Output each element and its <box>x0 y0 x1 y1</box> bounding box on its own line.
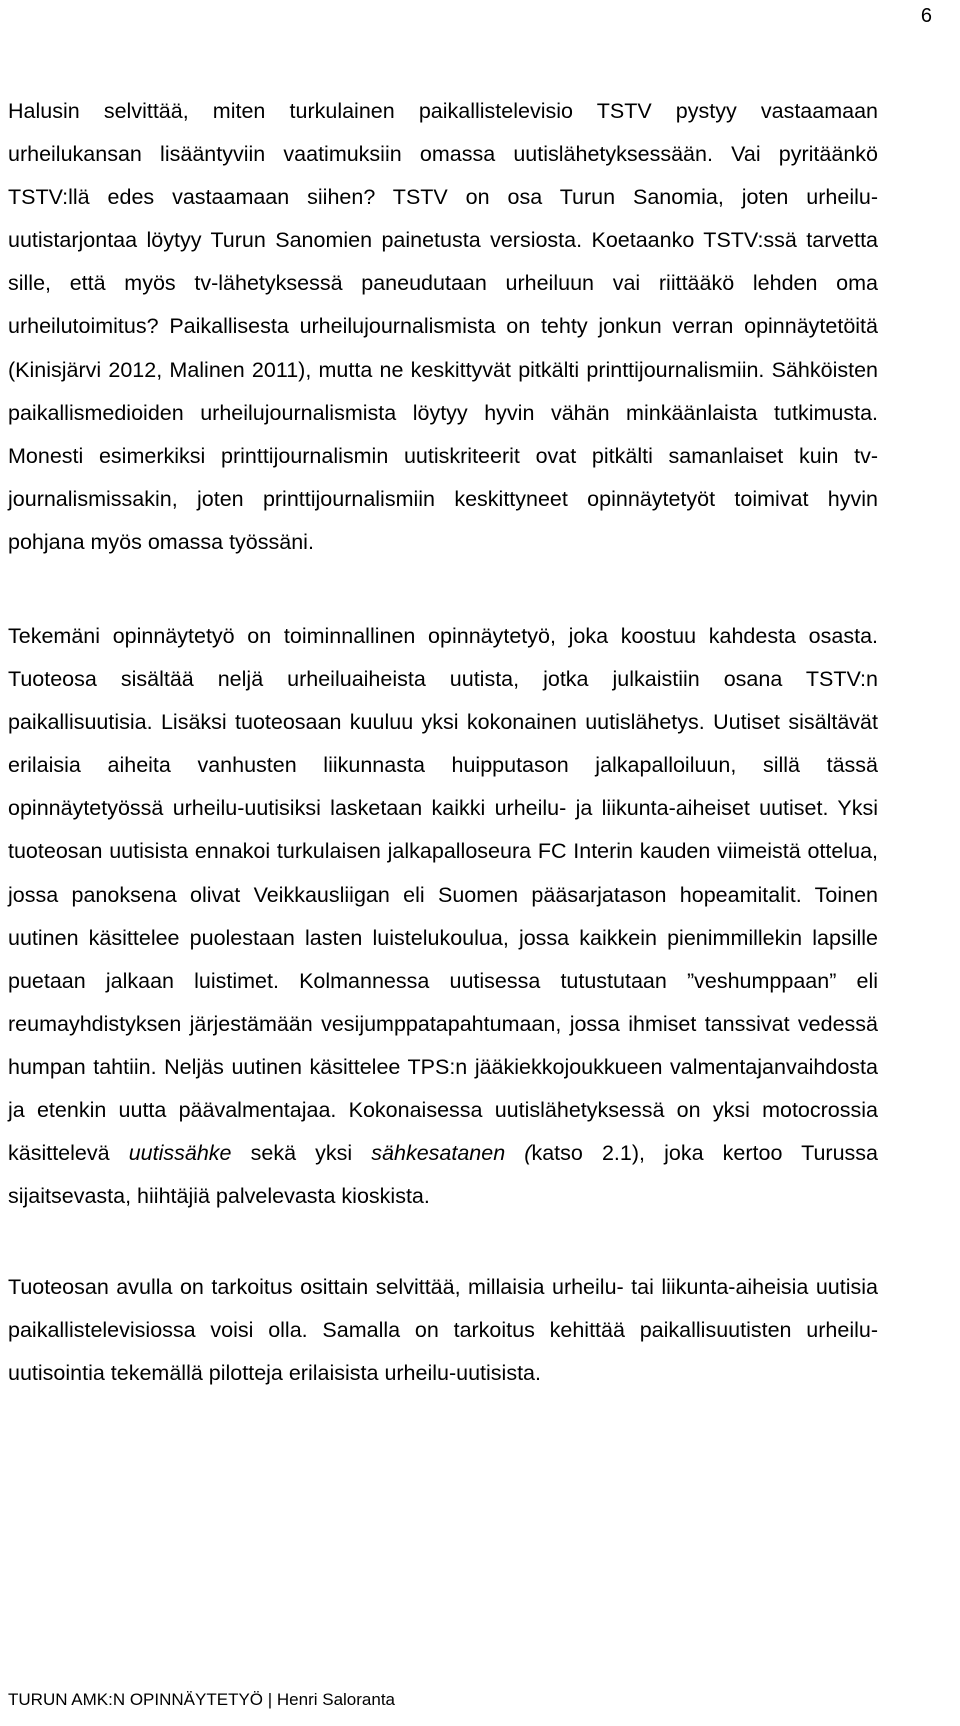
paragraph-text: Tekemäni opinnäytetyö on toiminnallinen opinnäytetyö, joka koostuu kahdesta osasta. Tuoteosa sisältää neljä urheiluaiheista uutista, jotka julkaistiin osana TSTV:n paikallisuutisia. Lisäksi tuoteosaan kuuluu yksi kokonainen uutislähetys. Uutiset sisältävät erilaisia aiheita vanhusten liikunnasta huipputason jalkapalloiluun, sillä tässä opinnäytetyössä urheilu-uutisiksi lasketaan kaikki urheilu- ja liikunta-aiheiset uutiset. Yksi tuoteosan uutisista ennakoi turkulaisen jalkapalloseura FC Interin kauden viimeistä ottelua, jossa panoksena olivat Veikkausliigan eli Suomen pääsarjatason hopeamitalit. Toinen uutinen käsittelee puolestaan lasten luistelukoulua, jossa kaikkein pienimmillekin lapsille puetaan jalkaan luistimet. Kolmannessa uutisessa tutustutaan ”veshumppaan” eli reumayhdistyksen järjestämään vesijumppatapahtumaan, jossa ihmiset tanssivat vedessä humpan tahtiin. Neljäs uutinen käsittelee TPS:n jääkiekkojoukkueen valmentajanvaihdosta ja etenkin uutta päävalmentajaa. Kokonaisessa uutislähetyksessä on yksi motocrossia käsittelevä <box>8 624 878 1166</box>
paragraph-text: sekä yksi <box>231 1141 372 1166</box>
page-footer: TURUN AMK:N OPINNÄYTETYÖ | Henri Saloranta <box>8 1690 396 1709</box>
page-number: 6 <box>920 5 932 27</box>
italic-term-uutissahke: uutissähke <box>128 1141 232 1166</box>
paragraph-intro: Halusin selvittää, miten turkulainen paikallistelevisio TSTV pystyy vastaamaan urheilukansan lisääntyviin vaatimuksiin omassa uutislähetyksessään. Vai pyritäänkö TSTV:llä edes vastaamaan siihen? TSTV on osa Turun Sanomia, joten urheilu-uutistarjontaa löytyy Turun Sanomien painetusta versiosta. Koetaanko TSTV:ssä tarvetta sille, että myös tv-lähetyksessä paneudutaan urheiluun vai riittääkö lehden oma urheilutoimitus? Paikallisesta urheilujournalismista on tehty jonkun verran opinnäytetöitä (Kinisjärvi 2012, Malinen 2011), mutta ne keskittyvät pitkälti printtijournalismiin. Sähköisten paikallismedioiden urheilujournalismista löytyy hyvin vähän minkäänlaista tutkimusta. Monesti esimerkiksi printtijournalismin uutiskriteerit ovat pitkälti samanlaiset kuin tv-journalismissakin, joten printtijournalismiin keskittyneet opinnäytetyöt toimivat hyvin pohjana myös omassa työssäni. <box>8 99 878 554</box>
paragraph-thesis-description <box>8 615 878 1218</box>
paragraph-text: katso 2.1), joka kertoo Turussa sijaitsevasta, hiihtäjiä palvelevasta kioskista. <box>8 1141 878 1209</box>
italic-term-sahkesatanen: sähkesatanen ( <box>371 1141 532 1166</box>
paragraph-purpose: Tuoteosan avulla on tarkoitus osittain selvittää, millaisia urheilu- tai liikunta-aiheisia uutisia paikallistelevisiossa voisi olla. Samalla on tarkoitus kehittää paikallisuutisten urheilu-uutisointia tekemällä pilotteja erilaisista urheilu-uutisista. <box>8 1275 878 1386</box>
